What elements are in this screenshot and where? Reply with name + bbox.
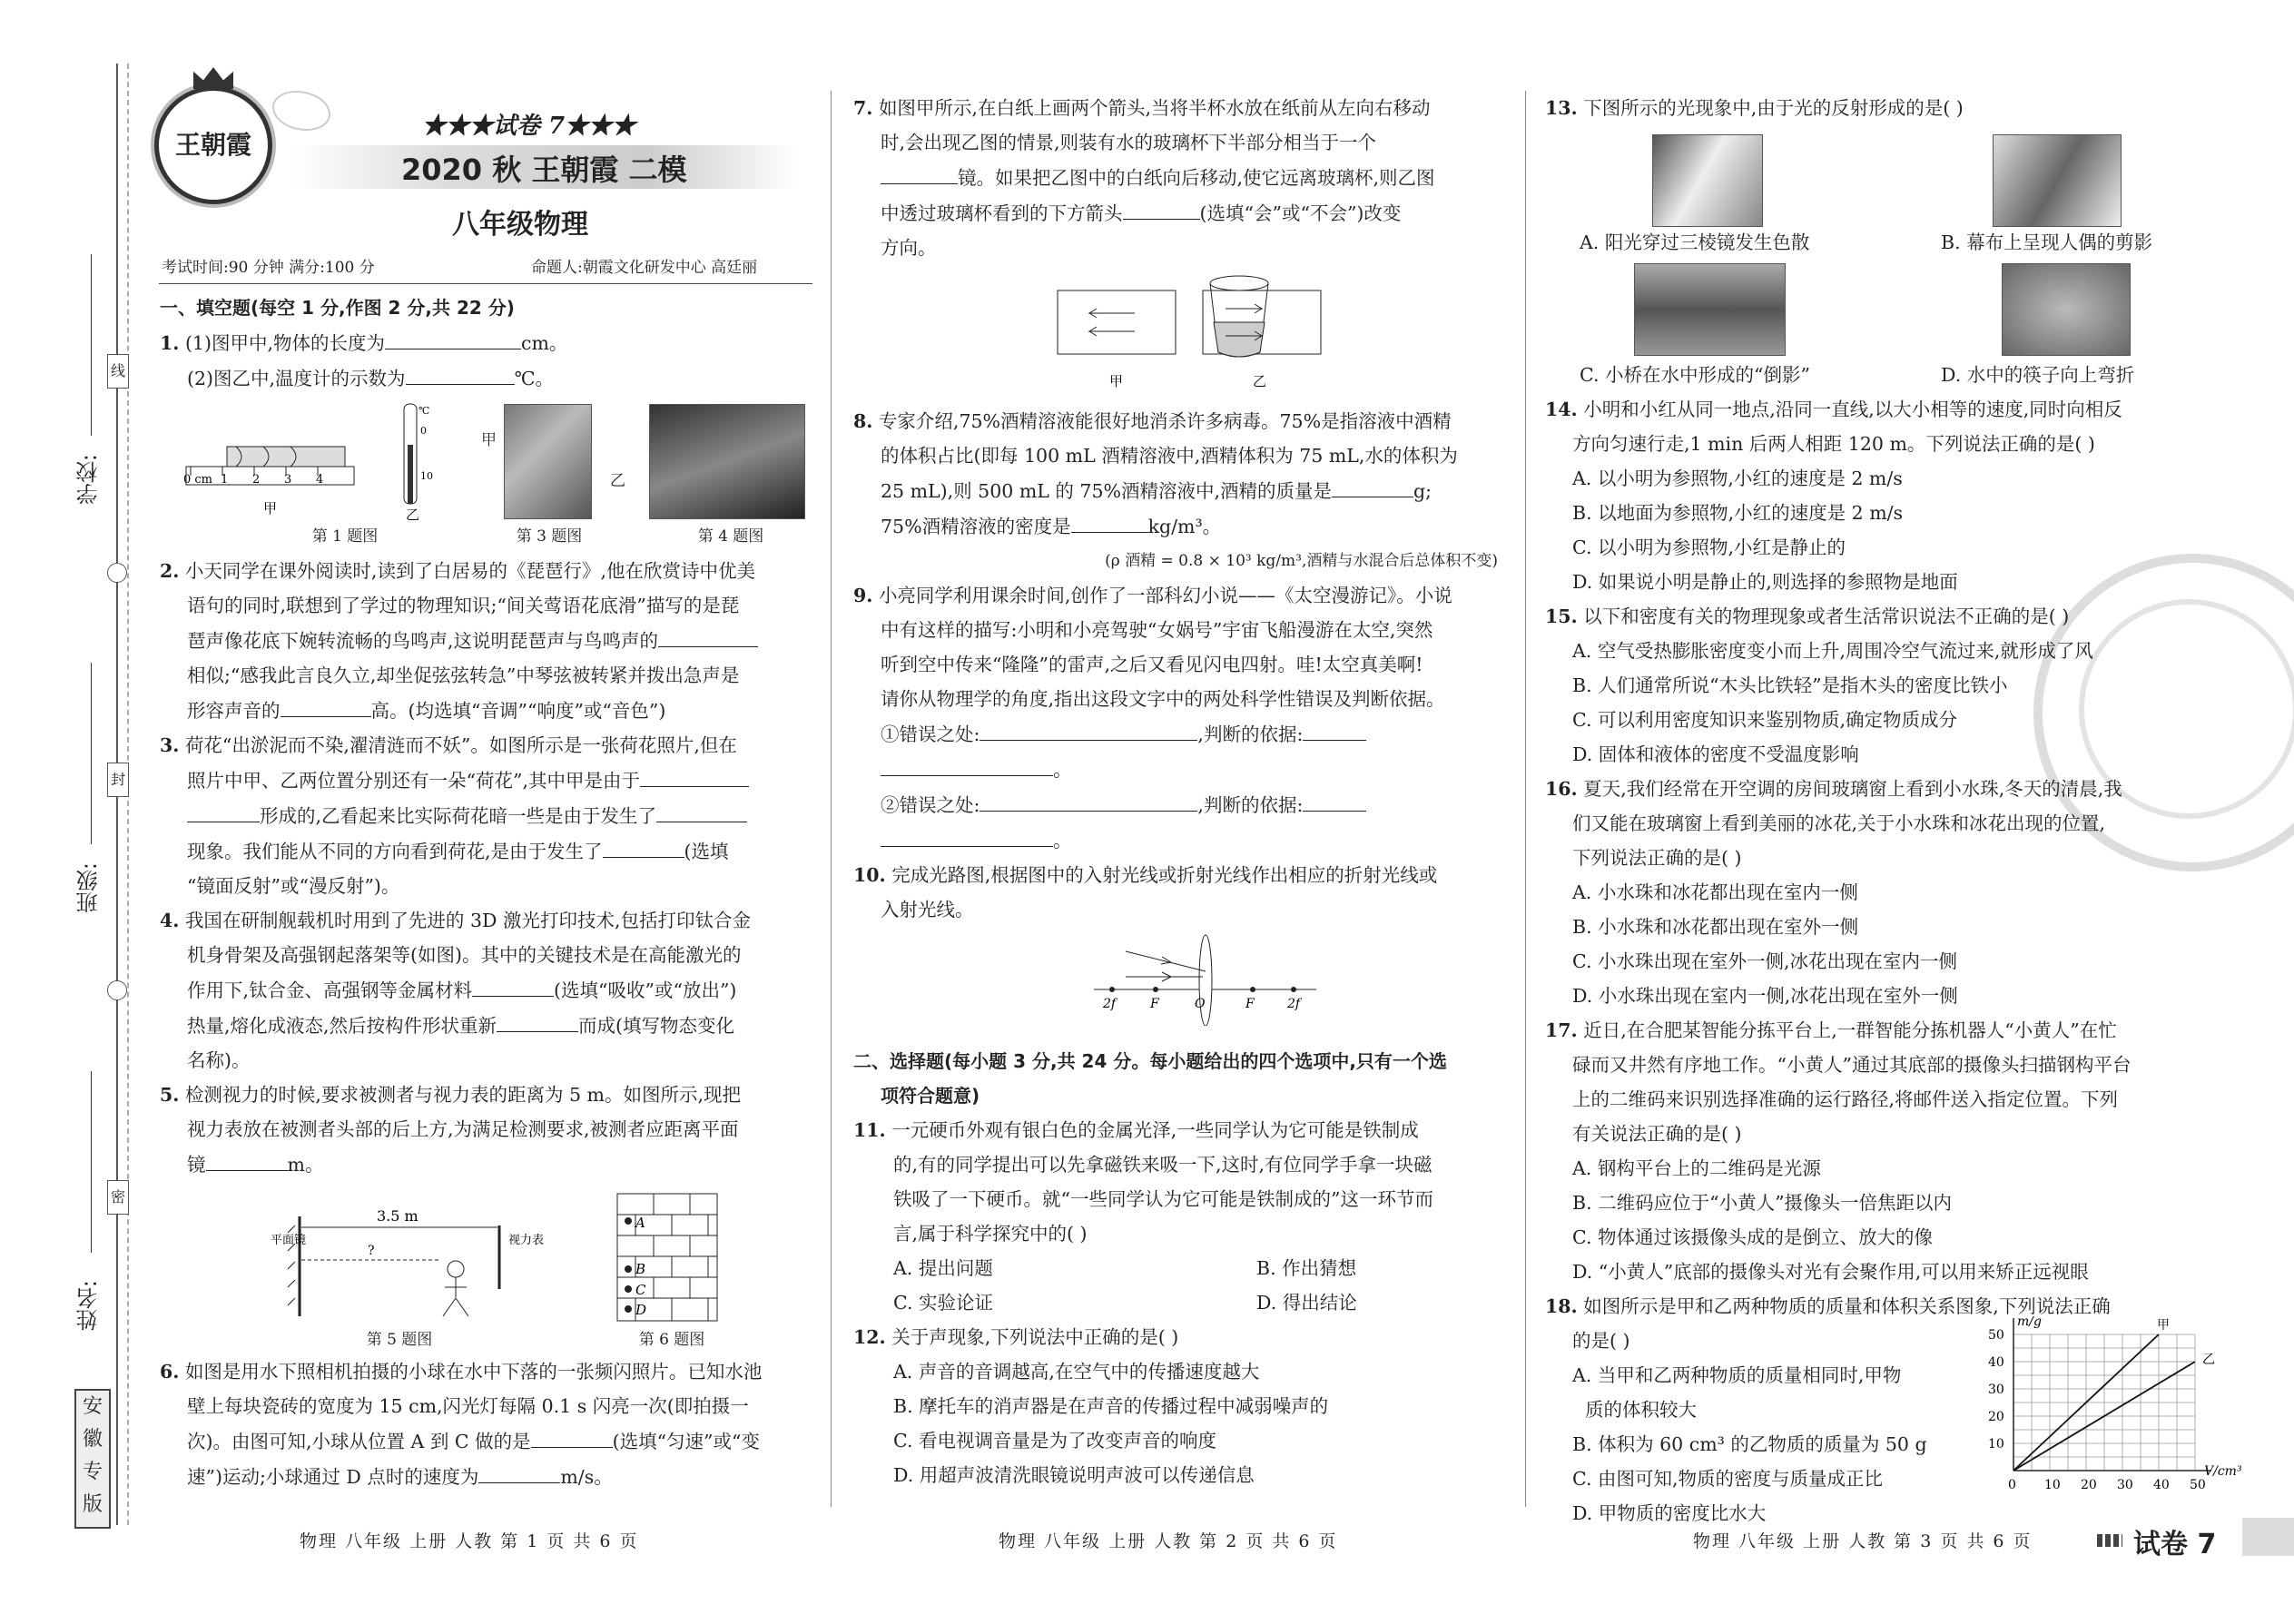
fig6-label: C bbox=[635, 1282, 646, 1298]
fig1-caption: 第 1 题图 bbox=[311, 527, 379, 546]
column-2-section2 bbox=[853, 1044, 1507, 1492]
q11-line: 11. 一元硬币外观有银白色的金属光泽,一些同学认为它可能是铁制成 bbox=[853, 1119, 1419, 1141]
q3-line: 3. 荷花“出淤泥而不染,濯清涟而不妖”。如图所示是一张荷花照片,但在 bbox=[160, 734, 737, 756]
q7-line: 中透过玻璃杯看到的下方箭头 (选填“会”或“不会”)改变 bbox=[853, 195, 1507, 231]
edition-badge bbox=[74, 1389, 111, 1529]
fig5-q-label: ? bbox=[368, 1244, 375, 1258]
q3-line: 现象。我们能从不同的方向看到荷花,是由于发生了 (选填 bbox=[160, 833, 813, 869]
q9-line: 。 bbox=[853, 822, 1507, 858]
q18-line: 的是( ) bbox=[1572, 1330, 1630, 1352]
fig6-ball-c bbox=[625, 1285, 632, 1293]
q4-answer-2[interactable] bbox=[497, 1008, 578, 1032]
q17-option-c[interactable]: C. 物体通过该摄像头成的是倒立、放大的像 bbox=[1572, 1226, 1933, 1248]
fig4-jet-photo bbox=[649, 404, 805, 519]
q17-option-d[interactable]: D. “小黄人”底部的摄像头对光有会聚作用,可以用来矫正远视眼 bbox=[1572, 1261, 2089, 1283]
q13-line: 13. 下图所示的光现象中,由于光的反射形成的是( ) bbox=[1545, 97, 1964, 119]
column-divider-2 bbox=[1525, 91, 1526, 1507]
q2-line: 形容声音的 高。(均选填“音调”“响度”或“音色”) bbox=[160, 693, 813, 728]
q12-line: 12. 关于声现象,下列说法中正确的是( ) bbox=[853, 1326, 1179, 1348]
q13-option-c[interactable]: C. 小桥在水中形成的“倒影” bbox=[1580, 364, 1810, 386]
name-label: 姓名: bbox=[76, 1280, 102, 1332]
q13-option-d[interactable]: D. 水中的筷子向上弯折 bbox=[1941, 364, 2135, 386]
fig6-figure bbox=[608, 1189, 726, 1330]
q18-line: 18. 如图所示是甲和乙两种物质的质量和体积关系图象,下列说法正确 bbox=[1545, 1295, 2111, 1317]
q15-option-c[interactable]: C. 可以利用密度知识来鉴别物质,确定物质成分 bbox=[1572, 709, 1958, 731]
fig6-label: B bbox=[635, 1261, 646, 1277]
q1-answer-a[interactable] bbox=[385, 325, 521, 349]
header-divider bbox=[159, 283, 812, 284]
chart-ytick-label: 10 bbox=[1988, 1437, 2004, 1452]
ruler-label: 1 bbox=[221, 473, 229, 487]
q17-line: 17. 近日,在合肥某智能分拣平台上,一群智能分拣机器人“小黄人”在忙 bbox=[1545, 1019, 2117, 1041]
column-3 bbox=[1545, 91, 2253, 125]
chart-ytick-label: 20 bbox=[1988, 1410, 2004, 1424]
q14-option-a[interactable]: A. 以小明为参照物,小红的速度是 2 m/s bbox=[1572, 468, 1903, 489]
q11-options-row bbox=[853, 1285, 1507, 1320]
circle-icon bbox=[107, 563, 127, 583]
q11-line: 的,有的同学提出可以先拿磁铁来吸一下,这时,有位同学手拿一块磁 bbox=[893, 1154, 1433, 1176]
column-divider-1 bbox=[831, 91, 832, 1507]
q16-line: 下列说法正确的是( ) bbox=[1572, 847, 1742, 869]
q8-line: 75%酒精溶液的密度是 kg/m³。 bbox=[853, 508, 1507, 544]
chart-xtick-label: 0 bbox=[2008, 1478, 2016, 1492]
q1-answer-b[interactable] bbox=[406, 360, 515, 385]
q5-answer[interactable] bbox=[206, 1147, 288, 1171]
fig1-jia-label: 甲 bbox=[263, 500, 278, 517]
q9-error-2[interactable] bbox=[980, 787, 1197, 812]
q14-line: 方向匀速行走,1 min 后两人相距 120 m。下列说法正确的是( ) bbox=[1572, 433, 2095, 455]
column-1 bbox=[160, 290, 813, 396]
footer-tab bbox=[2242, 1518, 2294, 1556]
fig10-label: F bbox=[1150, 997, 1159, 1011]
q9-basis-1[interactable] bbox=[1303, 716, 1366, 741]
q2-answer-2[interactable] bbox=[281, 693, 371, 717]
q3-answer-3[interactable] bbox=[603, 833, 684, 858]
fig7-yi-label: 乙 bbox=[1253, 373, 1267, 389]
q4-line: 名称)。 bbox=[187, 1049, 251, 1071]
chart-xtick-label: 20 bbox=[2081, 1478, 2097, 1492]
fig6-ball-d bbox=[625, 1305, 632, 1313]
fig10-label: 2f bbox=[1103, 997, 1117, 1011]
q12-option-b[interactable]: B. 摩托车的消声器是在声音的传播过程中减弱噪声的 bbox=[893, 1395, 1329, 1417]
q18-mass-volume-chart bbox=[1979, 1316, 2251, 1498]
q7-answer-2[interactable] bbox=[1123, 195, 1200, 220]
q13-shadow-puppet-photo bbox=[1993, 134, 2122, 227]
chart-grid bbox=[2013, 1334, 2195, 1471]
q5-line: 视力表放在被测者头部的后上方,为满足检测要求,被测者应距离平面 bbox=[187, 1118, 739, 1140]
chart-series-label: 乙 bbox=[2202, 1353, 2215, 1367]
fig3-caption: 第 3 题图 bbox=[516, 527, 583, 546]
edition-char: 安 bbox=[82, 1395, 103, 1418]
edition-char: 徽 bbox=[82, 1428, 103, 1451]
q9-line: 。 bbox=[853, 752, 1507, 787]
q1-line-b: (2)图乙中,温度计的示数为 ℃。 bbox=[160, 360, 813, 396]
fig10-label: O bbox=[1195, 997, 1206, 1011]
q9-line: ①错误之处: ,判断的依据: bbox=[853, 716, 1507, 752]
ruler-object bbox=[227, 447, 345, 467]
q-number: 1. bbox=[160, 332, 180, 354]
q15-option-d[interactable]: D. 固体和液体的密度不受温度影响 bbox=[1572, 743, 1859, 765]
section-1-title: 一、填空题(每空 1 分,作图 2 分,共 22 分) bbox=[160, 297, 515, 319]
fig7-figure bbox=[1053, 272, 1334, 395]
chart-axes bbox=[2013, 1316, 2242, 1479]
q16-line: 16. 夏天,我们经常在开空调的房间玻璃窗上看到小水珠,冬天的清晨,我 bbox=[1545, 778, 2122, 800]
q11-option-c[interactable]: C. 实验论证 bbox=[893, 1292, 993, 1314]
q17-option-b[interactable]: B. 二维码应位于“小黄人”摄像头一倍焦距以内 bbox=[1572, 1192, 1953, 1214]
fig10-lens bbox=[1199, 935, 1212, 1026]
name-field[interactable] bbox=[91, 1071, 92, 1253]
chart-ylabel: m/g bbox=[2017, 1316, 2042, 1329]
q16-option-a[interactable]: A. 小水珠和冰花都出现在室内一侧 bbox=[1572, 881, 1858, 903]
q11-option-a[interactable]: A. 提出问题 bbox=[893, 1257, 993, 1279]
ruler-label: 0 cm bbox=[183, 473, 213, 487]
chart-xtick-label: 30 bbox=[2117, 1478, 2133, 1492]
fig3-lotus-photo bbox=[504, 404, 592, 519]
q13-bridge-photo bbox=[1634, 263, 1786, 356]
q15-option-b[interactable]: B. 人们通常所说“木头比铁轻”是指木头的密度比铁小 bbox=[1572, 674, 2008, 696]
school-field[interactable] bbox=[91, 254, 92, 436]
footer-page-1: 物理 八年级 上册 人教 第 1 页 共 6 页 bbox=[300, 1531, 639, 1551]
footer-marker bbox=[2097, 1534, 2122, 1547]
chart-ticks bbox=[1988, 1328, 2206, 1492]
q9-line: ②错误之处: ,判断的依据: bbox=[853, 787, 1507, 822]
thermo-label: 10 bbox=[420, 470, 433, 482]
q9-basis-2[interactable] bbox=[1303, 787, 1366, 812]
q7-line: 镜。如果把乙图中的白纸向后移动,使它远离玻璃杯,则乙图 bbox=[853, 160, 1507, 195]
section-2-title: 二、选择题(每小题 3 分,共 24 分。每小题给出的四个选项中,只有一个选 bbox=[853, 1050, 1447, 1072]
thermo-label: 0 bbox=[420, 425, 427, 437]
edition-char: 版 bbox=[82, 1493, 103, 1516]
fig1-ruler-figure bbox=[182, 427, 363, 527]
q15-option-a[interactable]: A. 空气受热膨胀密度变小而上升,周围冷空气流过来,就形成了风 bbox=[1572, 640, 2093, 662]
fig6-ball-b bbox=[625, 1265, 632, 1273]
school-label: 学校: bbox=[76, 454, 102, 506]
fig5-dist-label: 3.5 m bbox=[377, 1207, 418, 1225]
fig10-ray-1 bbox=[1126, 951, 1206, 971]
q12-option-c[interactable]: C. 看电视调音量是为了改变声音的响度 bbox=[893, 1430, 1216, 1452]
ruler-label: 3 bbox=[284, 473, 292, 487]
fig4-caption: 第 4 题图 bbox=[697, 527, 764, 546]
seal-box-2 bbox=[107, 763, 129, 797]
q11-line: 铁吸了一下硬币。就“一些同学认为它可能是铁制成的”这一环节而 bbox=[893, 1188, 1433, 1210]
chart-series bbox=[2013, 1318, 2215, 1471]
thermo-unit: ℃ bbox=[418, 405, 430, 417]
q6-line: 壁上每块瓷砖的宽度为 15 cm,闪光灯每隔 0.1 s 闪亮一次(即拍摄一 bbox=[187, 1395, 749, 1417]
q5-line: 5. 检测视力的时候,要求被测者与视力表的距离为 5 m。如图所示,现把 bbox=[160, 1084, 741, 1106]
q3-line: 形成的,乙看起来比实际荷花暗一些是由于发生了 bbox=[160, 798, 813, 833]
q14-option-b[interactable]: B. 以地面为参照物,小红的速度是 2 m/s bbox=[1572, 502, 1904, 524]
column-1-q6 bbox=[160, 1354, 813, 1494]
q17-line: 上的二维码来识别选择准确的运行路径,将邮件送入指定位置。下列 bbox=[1572, 1088, 2119, 1110]
q13-chopsticks-photo bbox=[2002, 263, 2131, 356]
fig5-person-body bbox=[443, 1277, 468, 1316]
circle-icon bbox=[107, 980, 127, 1000]
chart-series-label: 甲 bbox=[2157, 1318, 2170, 1333]
q4-line: 4. 我国在研制舰载机时用到了先进的 3D 激光打印技术,包括打印钛合金 bbox=[160, 910, 751, 931]
q8-line: 8. 专家介绍,75%酒精溶液能很好地消杀许多病毒。75%是指溶液中酒精 bbox=[853, 410, 1452, 432]
fig7-cup-top bbox=[1210, 276, 1268, 290]
q9-basis-1b[interactable] bbox=[881, 752, 1053, 776]
fig6-label: A bbox=[635, 1215, 645, 1231]
q18-option-c[interactable]: C. 由图可知,物质的密度与质量成正比 bbox=[1572, 1468, 1884, 1490]
q9-line: 9. 小亮同学利用课余时间,创作了一部科幻小说——《太空漫游记》。小说 bbox=[853, 585, 1452, 606]
q2-answer-1[interactable] bbox=[658, 623, 758, 647]
chart-xtick-label: 40 bbox=[2153, 1478, 2170, 1492]
q13-option-b[interactable]: B. 幕布上呈现人偶的剪影 bbox=[1941, 231, 2153, 253]
footer-page-2: 物理 八年级 上册 人教 第 2 页 共 6 页 bbox=[999, 1531, 1338, 1551]
seal-box-1 bbox=[107, 354, 129, 389]
seal-box-3 bbox=[107, 1180, 129, 1215]
fig7-jia-label: 甲 bbox=[1109, 373, 1124, 389]
q12-option-d[interactable]: D. 用超声波清洗眼镜说明声波可以传递信息 bbox=[893, 1464, 1255, 1486]
q16-option-c[interactable]: C. 小水珠出现在室外一侧,冰花出现在室内一侧 bbox=[1572, 950, 1958, 972]
q3-answer-1[interactable] bbox=[640, 763, 749, 787]
q5-line: 镜 m。 bbox=[160, 1147, 813, 1182]
fig10-lens-figure[interactable] bbox=[1089, 926, 1325, 1026]
column-1-body bbox=[160, 554, 813, 1182]
exam-badge: ★★★试卷 7★★★ bbox=[422, 113, 636, 140]
page-title: 2020 秋 王朝霞 二模 bbox=[401, 153, 687, 187]
seal-char-1: 线 bbox=[110, 362, 125, 379]
class-label: 班级: bbox=[76, 862, 102, 914]
fig1-thermometer bbox=[386, 399, 449, 527]
fig6-ball-a bbox=[625, 1217, 632, 1225]
ruler-label: 2 bbox=[252, 473, 261, 487]
chart-xtick-label: 10 bbox=[2044, 1478, 2061, 1492]
q3-line: 照片中甲、乙两位置分别还有一朵“荷花”,其中甲是由于 bbox=[160, 763, 813, 798]
q8-note: (ρ 酒精 = 0.8 × 10³ kg/m³,酒精与水混合后总体积不变) bbox=[1105, 552, 1498, 570]
chart-xtick-label: 50 bbox=[2190, 1478, 2206, 1492]
logo-text: 王朝霞 bbox=[174, 130, 251, 160]
class-field[interactable] bbox=[91, 663, 92, 844]
footer-page-3: 物理 八年级 上册 人教 第 3 页 共 6 页 bbox=[1693, 1531, 2033, 1551]
q18-option-b[interactable]: B. 体积为 60 cm³ 的乙物质的质量为 50 g bbox=[1572, 1433, 1927, 1455]
q2-line: 相似;“感我此言良久立,却坐促弦弦转急”中琴弦被转紧并拨出急声是 bbox=[187, 664, 740, 686]
q11-line: 言,属于科学探究中的( ) bbox=[893, 1223, 1088, 1245]
q8-line: 的体积占比(即每 100 mL 酒精溶液中,酒精体积为 75 mL,水的体积为 bbox=[881, 445, 1458, 467]
fig6-caption: 第 6 题图 bbox=[638, 1331, 705, 1349]
q13-option-a[interactable]: A. 阳光穿过三棱镜发生色散 bbox=[1580, 231, 1810, 253]
q4-line: 作用下,钛合金、高强钢等金属材料 (选填“吸收”或“放出”) bbox=[160, 972, 813, 1008]
q18-option-a[interactable]: A. 当甲和乙两种物质的质量相同时,甲物 bbox=[1572, 1364, 1902, 1386]
crown-icon bbox=[193, 67, 233, 89]
q8-line: 25 mL),则 500 mL 的 75%酒精溶液中,酒精的质量是 g; bbox=[853, 473, 1507, 508]
q4-answer-1[interactable] bbox=[472, 972, 554, 997]
q2-line: 琶声像花底下婉转流畅的鸟鸣声,这说明琵琶声与鸟鸣声的 bbox=[160, 623, 813, 658]
q14-option-d[interactable]: D. 如果说小明是静止的,则选择的参照物是地面 bbox=[1572, 571, 1958, 593]
chart-ytick-label: 30 bbox=[1988, 1383, 2004, 1397]
fig3-jia-label: 甲 bbox=[481, 431, 497, 449]
q18-option-a-cont: 质的体积较大 bbox=[1585, 1399, 1697, 1421]
q8-answer-2[interactable] bbox=[1071, 508, 1148, 533]
q6-answer-2[interactable] bbox=[478, 1459, 560, 1483]
q12-option-a[interactable]: A. 声音的音调越高,在空气中的传播速度越大 bbox=[893, 1361, 1260, 1383]
q10-line: 10. 完成光路图,根据图中的入射光线或折射光线作出相应的折射光线或 bbox=[853, 864, 1438, 886]
q18-option-d[interactable]: D. 甲物质的密度比水大 bbox=[1572, 1502, 1767, 1524]
fig5-figure bbox=[254, 1189, 563, 1325]
q6-line: 速”)运动;小球通过 D 点时的速度为 m/s。 bbox=[160, 1459, 813, 1494]
q16-option-b[interactable]: B. 小水珠和冰花都出现在室外一侧 bbox=[1572, 916, 1859, 938]
seal-char-3: 密 bbox=[110, 1188, 125, 1206]
q9-line: 中有这样的描写:小明和小亮驾驶“女娲号”宇宙飞船漫游在太空,突然 bbox=[881, 619, 1433, 641]
column-2-body bbox=[853, 404, 1507, 927]
q14-option-c[interactable]: C. 以小明为参照物,小红是静止的 bbox=[1572, 536, 1846, 558]
q11-options-row bbox=[853, 1251, 1507, 1285]
q3-answer-1b[interactable] bbox=[187, 798, 260, 822]
q6-answer-1[interactable] bbox=[531, 1423, 613, 1448]
q9-error-1[interactable] bbox=[980, 716, 1197, 741]
q17-line: 碌而又井然有序地工作。“小黄人”通过其底部的摄像头扫描钢构平台 bbox=[1572, 1054, 2132, 1076]
fig7-cup-water bbox=[1214, 322, 1265, 357]
fig10-label: 2f bbox=[1287, 997, 1301, 1011]
q9-line: 请你从物理学的角度,指出这段文字中的两处科学性错误及判断依据。 bbox=[881, 688, 1445, 710]
q11-option-b[interactable]: B. 作出猜想 bbox=[1256, 1257, 1357, 1279]
chart-ytick-label: 40 bbox=[1988, 1355, 2004, 1370]
q3-line: “镜面反射”或“漫反射”)。 bbox=[187, 875, 400, 897]
q4-line: 机身骨架及高强钢起落架等(如图)。其中的关键技术是在高能激光的 bbox=[187, 944, 742, 966]
q14-line: 14. 小明和小红从同一地点,沿同一直线,以大小相等的速度,同时向相反 bbox=[1545, 399, 2122, 420]
q7-line: 时,会出现乙图的情景,则装有水的玻璃杯下半部分相当于一个 bbox=[881, 132, 1377, 153]
fig6-label: D bbox=[635, 1302, 647, 1318]
q4-line: 热量,熔化成液态,然后按构件形状重新 而成(填写物态变化 bbox=[160, 1008, 813, 1043]
exam-author: 命题人:朝霞文化研发中心 高廷丽 bbox=[531, 259, 758, 277]
fig7-jia-paper bbox=[1058, 290, 1176, 354]
thermo-liquid bbox=[408, 445, 413, 504]
edition-char: 专 bbox=[82, 1461, 103, 1483]
q3-answer-2[interactable] bbox=[656, 798, 747, 822]
ribbon-decoration bbox=[272, 91, 330, 131]
q6-line: 6. 如图是用水下照相机拍摄的小球在水中下落的一张频闪照片。已知水池 bbox=[160, 1361, 763, 1383]
ruler-label: 4 bbox=[316, 473, 324, 487]
fig10-label: F bbox=[1245, 997, 1255, 1011]
section-2-title-cont: 项符合题意) bbox=[881, 1085, 980, 1107]
logo bbox=[154, 86, 272, 204]
q1-line-a: 1. (1)图甲中,物体的长度为 cm。 bbox=[160, 325, 813, 360]
exam-info: 考试时间:90 分钟 满分:100 分 bbox=[162, 259, 375, 277]
q6-line: 次)。由图可知,小球从位置 A 到 C 做的是 (选填“匀速”或“变 bbox=[160, 1423, 813, 1459]
fig5-person-head bbox=[448, 1261, 464, 1277]
q7-answer-1[interactable] bbox=[881, 160, 958, 184]
fig6-tile-wall bbox=[617, 1194, 717, 1321]
q16-line: 们又能在玻璃窗上看到美丽的冰花,关于小水珠和冰花出现的位置, bbox=[1572, 812, 2106, 834]
q10-line: 入射光线。 bbox=[881, 899, 974, 920]
column-2 bbox=[853, 91, 1507, 265]
q7-line: 方向。 bbox=[881, 237, 937, 259]
q2-line: 2. 小天同学在课外阅读时,读到了白居易的《琵琶行》,他在欣赏诗中优美 bbox=[160, 560, 755, 582]
q9-basis-2b[interactable] bbox=[881, 822, 1053, 847]
page-subtitle: 八年级物理 bbox=[452, 209, 588, 241]
sidebar bbox=[0, 0, 136, 1624]
chart-xlabel: V/cm³ bbox=[2204, 1464, 2242, 1479]
q17-option-a[interactable]: A. 钢构平台上的二维码是光源 bbox=[1572, 1157, 1821, 1179]
q13-prism-photo bbox=[1652, 134, 1763, 227]
fig3-yi-label: 乙 bbox=[610, 472, 625, 490]
seal-char-2: 封 bbox=[110, 771, 125, 788]
footer-exam-label: 试卷 7 bbox=[2133, 1529, 2217, 1560]
q11-option-d[interactable]: D. 得出结论 bbox=[1256, 1292, 1357, 1314]
fig1-yi-label: 乙 bbox=[406, 507, 420, 523]
chart-ytick-label: 50 bbox=[1988, 1328, 2004, 1343]
q9-line: 听到空中传来“隆隆”的雷声,之后又看见闪电四射。哇!太空真美啊! bbox=[881, 654, 1423, 675]
fig5-mirror-label: 平面镜 bbox=[271, 1234, 307, 1247]
q17-line: 有关说法正确的是( ) bbox=[1572, 1123, 1742, 1145]
q7-line: 7. 如图甲所示,在白纸上画两个箭头,当将半杯水放在纸前从左向右移动 bbox=[853, 97, 1431, 119]
fig5-caption: 第 5 题图 bbox=[366, 1331, 433, 1349]
fig5-chart-label: 视力表 bbox=[508, 1234, 545, 1247]
q16-option-d[interactable]: D. 小水珠出现在室内一侧,冰花出现在室外一侧 bbox=[1572, 985, 1958, 1007]
q2-line: 语句的同时,联想到了学过的物理知识;“间关莺语花底滑”描写的是琵 bbox=[187, 595, 740, 616]
q15-line: 15. 以下和密度有关的物理现象或者生活常识说法不正确的是( ) bbox=[1545, 605, 2070, 627]
q8-answer-1[interactable] bbox=[1332, 473, 1413, 497]
